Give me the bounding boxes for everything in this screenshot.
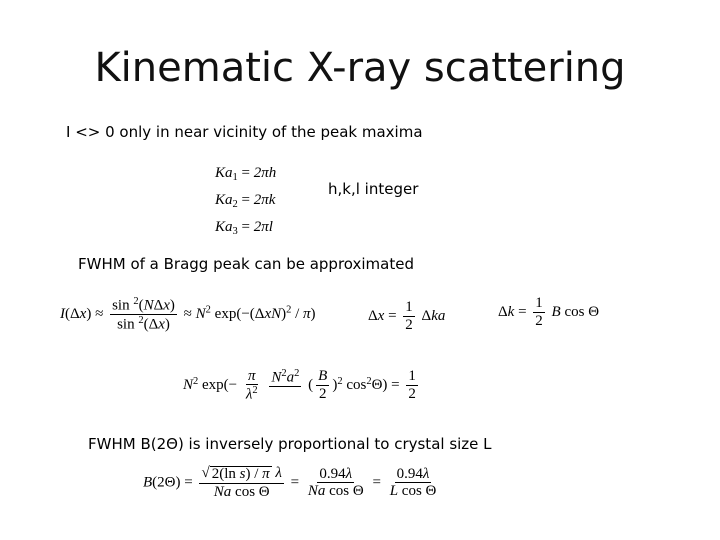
- laue-equation-2: $Ka_2 = 2\pi k$: [215, 192, 276, 211]
- laue-equation-3: $Ka_3 = 2\pi l$: [215, 219, 273, 238]
- size-note: FWHM B(2Θ) is inversely proportional to crystal size L: [88, 435, 492, 453]
- scherrer-equation: B(2Θ) = √ 2(ln s) / π λ Na cos Θ = $\frac{0.94\lambda}{\text{Na cos Θ}}$ = $\frac{0.94\lambda}{\text{L cos Θ}}$: [143, 465, 437, 500]
- laue-equations: [215, 162, 276, 243]
- delta-k-equation: Δk = $\frac{1}{2}$ B cos Θ: [498, 295, 600, 329]
- laue-equation-1: $Ka_1 = 2\pi h$: [215, 165, 277, 184]
- intensity-equation: I(Δx) ≈ $\frac{\sin ^2(N\Delta x)}{\sin ^2(\Delta x)}$ ≈ $N^2$ $\exp(-(\Delta xN)^2 / \pi)$: [60, 296, 316, 333]
- half-maximum-equation: $N^2$ exp(− $\frac{\pi}{\lambda^2}$ $N^2a^2$ ( $\frac{B}{2}$ )$^2$ $\cos^2\Theta$) = $\frac{1}{2}$: [183, 367, 416, 403]
- slide-title: Kinematic X-ray scattering: [94, 45, 626, 91]
- integer-note: h,k,l integer: [328, 180, 419, 198]
- peak-vicinity-text: I <> 0 only in near vicinity of the peak maxima: [66, 123, 423, 141]
- delta-x-equation: Δx = $\frac{1}{2}$ Δka: [368, 299, 446, 333]
- fwhm-note: FWHM of a Bragg peak can be approximated: [78, 255, 414, 273]
